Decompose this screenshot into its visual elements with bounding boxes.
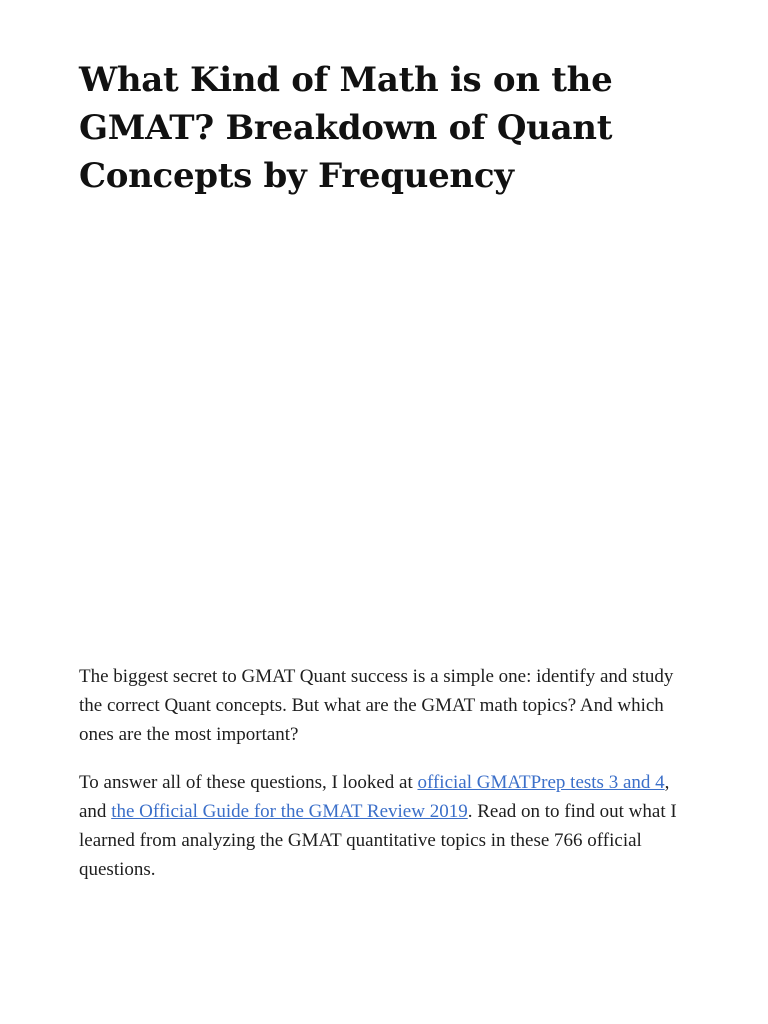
official-guide-link[interactable]: the Official Guide for the GMAT Review 2019 — [111, 801, 468, 822]
sources-outro-text: . Read on to find out what I learned from analyzing the GMAT quantitative topics in these 766 official questions. — [79, 801, 677, 880]
sources-middle-text: , and — [79, 772, 670, 822]
sources-paragraph — [79, 768, 679, 884]
article-title: What Kind of Math is on the GMAT? Breakdown of Quant Concepts by Frequency — [79, 60, 613, 196]
featured-image-area — [79, 200, 679, 662]
intro-paragraph: The biggest secret to GMAT Quant success is a simple one: identify and study the correct Quant concepts. But what are the GMAT math topics? And which ones are the most important? — [79, 666, 674, 745]
sources-intro-text: To answer all of these questions, I looked at — [79, 772, 418, 793]
article — [79, 56, 679, 903]
gmatprep-tests-link[interactable]: official GMATPrep tests 3 and 4 — [417, 772, 665, 793]
